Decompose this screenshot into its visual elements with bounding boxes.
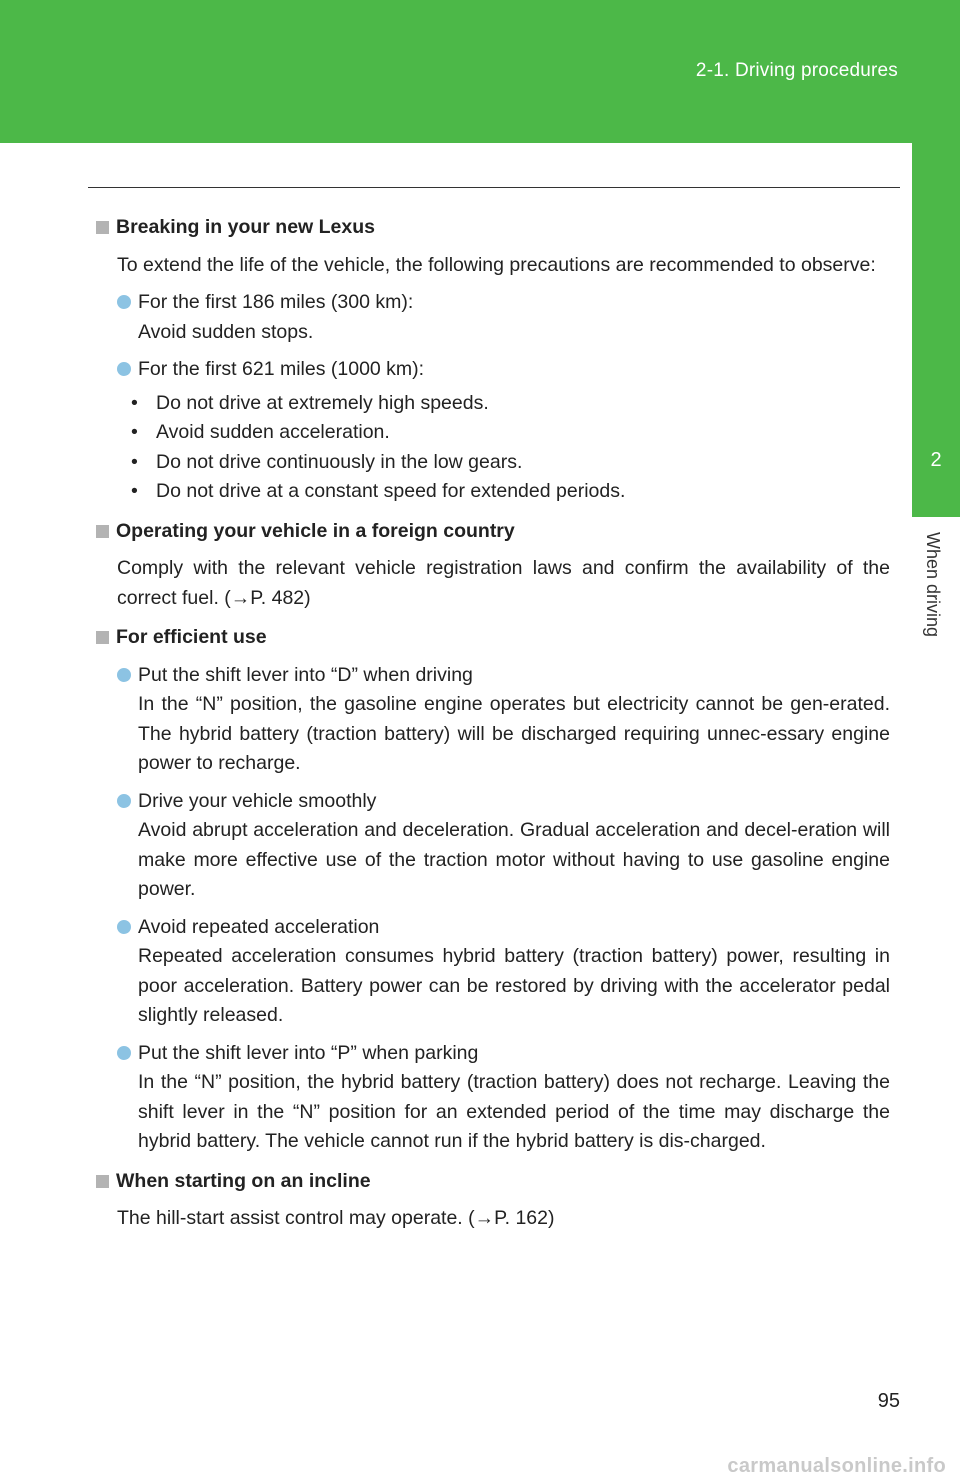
list-item [96, 355, 890, 385]
square-bullet-icon [96, 1175, 109, 1188]
heading-text: Breaking in your new Lexus [116, 216, 375, 238]
heading-text: Operating your vehicle in a foreign country [116, 519, 515, 542]
sub-item-text: Do not drive at extremely high speeds. [156, 391, 489, 414]
bullet-title: Avoid repeated acceleration [138, 915, 380, 938]
section-heading [96, 517, 890, 547]
section-intro: Comply with the relevant vehicle registration laws and confirm the availability of the correct fuel. (→P. 482) [117, 557, 890, 609]
section-heading [96, 213, 890, 243]
header-band [0, 0, 960, 143]
section-incline [96, 1167, 890, 1234]
section-heading [96, 623, 890, 653]
circle-bullet-icon [117, 295, 131, 309]
sub-item-text: Do not drive continuously in the low gears. [156, 450, 523, 473]
square-bullet-icon [96, 525, 109, 538]
square-bullet-icon [96, 221, 109, 234]
section-breaking-in [96, 213, 890, 507]
watermark: carmanualsonline.info [727, 1455, 946, 1477]
section-intro: To extend the life of the vehicle, the following precautions are recommended to observe: [117, 253, 876, 276]
heading-text: For efficient use [116, 626, 267, 648]
bullet-text: Repeated acceleration consumes hybrid battery (traction battery) power, resulting in poor acceleration. Battery power can be restored by driving with the accelerator pedal slightly released. [138, 945, 890, 1026]
main-content [96, 213, 890, 1244]
bullet-text: Avoid sudden stops. [138, 320, 314, 343]
sub-list [96, 389, 890, 507]
bullet-title: For the first 186 miles (300 km): [138, 291, 414, 313]
dot-icon: • [131, 480, 138, 502]
circle-bullet-icon [117, 362, 131, 376]
section-heading [96, 1167, 890, 1197]
page-number: 95 [877, 1390, 900, 1412]
list-item [96, 1039, 890, 1157]
header-rule [88, 187, 900, 188]
list-item [96, 787, 890, 905]
list-item [96, 913, 890, 1031]
section-title: 2-1. Driving procedures [695, 60, 898, 81]
bullet-title: For the first 621 miles (1000 km): [138, 358, 425, 380]
bullet-title: Put the shift lever into “P” when parking [138, 1041, 479, 1064]
sub-item-text: Avoid sudden acceleration. [156, 421, 390, 443]
chapter-label: When driving [923, 532, 943, 638]
dot-icon: • [131, 450, 138, 473]
bullet-text: In the “N” position, the hybrid battery (traction battery) does not recharge. Leaving the shift lever in the “N” position for an extended period of the time may discharge the hybrid battery. The vehicle cannot run if the hybrid battery is dis-charged. [138, 1071, 890, 1152]
circle-bullet-icon [117, 794, 131, 808]
bullet-title: Drive your vehicle smoothly [138, 789, 377, 812]
sub-list-item [131, 448, 890, 478]
section-foreign-country [96, 517, 890, 614]
bullet-title: Put the shift lever into “D” when driving [138, 663, 473, 686]
square-bullet-icon [96, 631, 109, 644]
section-intro: The hill-start assist control may operate. (→P. 162) [117, 1207, 555, 1229]
list-item [96, 661, 890, 779]
chapter-tab[interactable] [912, 143, 960, 517]
sub-list-item [131, 389, 890, 419]
chapter-number: 2 [930, 449, 942, 471]
sub-list-item [131, 477, 890, 507]
bullet-text: In the “N” position, the gasoline engine operates but electricity cannot be gen-erated. The hybrid battery (traction battery) will be discharged requiring unnec-essary engine power to recharge. [138, 693, 890, 774]
circle-bullet-icon [117, 920, 131, 934]
dot-icon: • [131, 421, 138, 443]
circle-bullet-icon [117, 668, 131, 682]
dot-icon: • [131, 391, 138, 414]
list-item [96, 288, 890, 347]
sub-item-text: Do not drive at a constant speed for extended periods. [156, 480, 626, 502]
bullet-text: Avoid abrupt acceleration and deceleration. Gradual acceleration and decel-eration will make more effective use of the traction motor without having to use gasoline engine power. [138, 819, 890, 900]
heading-text: When starting on an incline [116, 1169, 371, 1192]
section-efficient-use [96, 623, 890, 1157]
sub-list-item [131, 418, 890, 448]
circle-bullet-icon [117, 1046, 131, 1060]
